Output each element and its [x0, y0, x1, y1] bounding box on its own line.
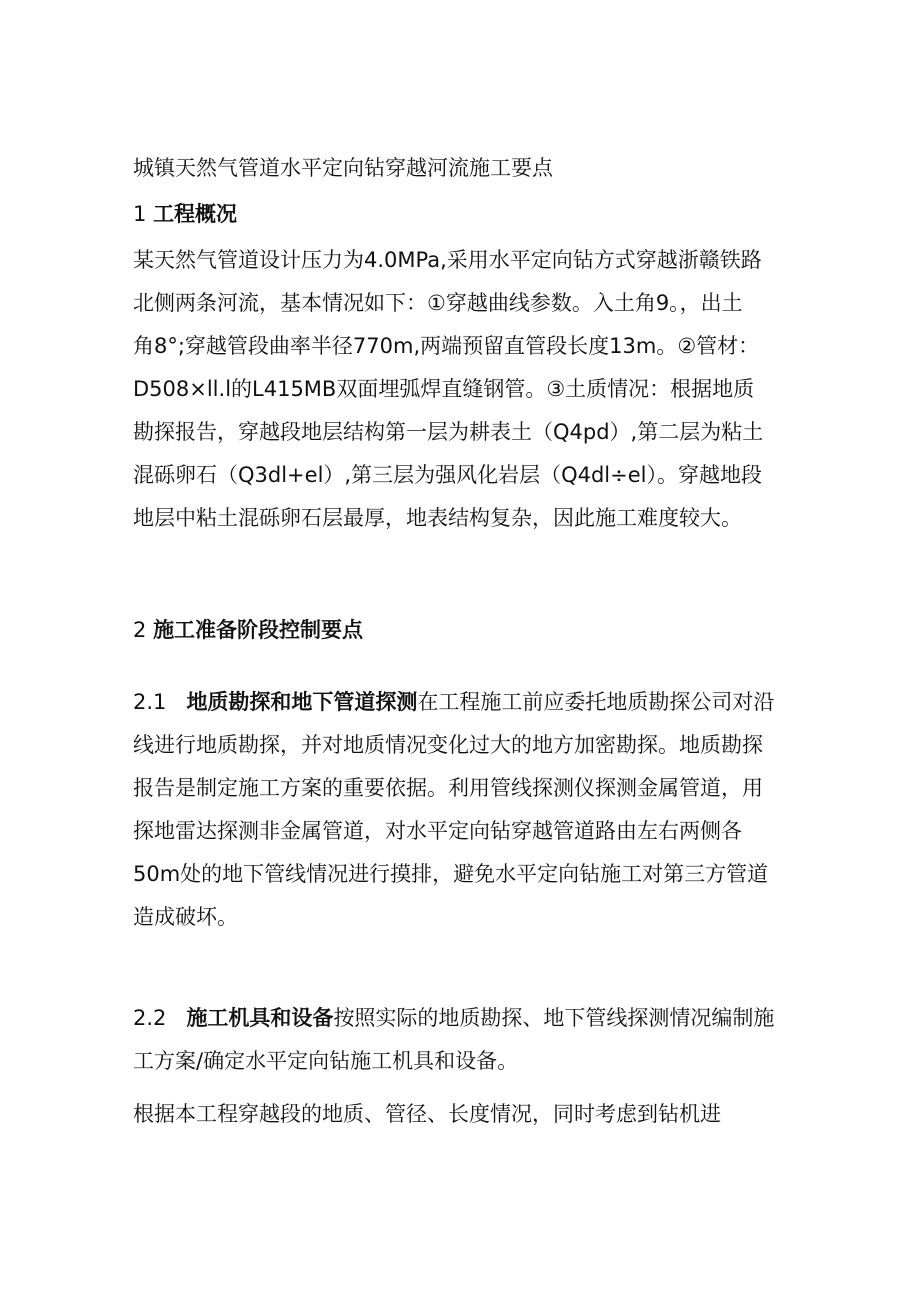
paragraph-line: 混砾卵石（Q3dl+el）,第三层为强风化岩层（Q4dl÷el）。穿越地段 [133, 463, 762, 487]
section-2-1-title: 地质勘探和地下管道探测 [186, 690, 418, 714]
paragraph-line: 线进行地质勘探，并对地质情况变化过大的地方加密勘探。地质勘探 [133, 733, 763, 757]
paragraph-line: 地层中粘土混砾卵石层最厚，地表结构复杂，因此施工难度较大。 [133, 506, 742, 530]
trailing-paragraph [133, 1093, 793, 1136]
paragraph-line: D508×ll.l的L415MB双面埋弧焊直缝钢管。③土质情况：根据地质 [133, 377, 755, 401]
paragraph-line: 工方案/确定水平定向钻施工机具和设备。 [133, 1049, 519, 1073]
section-2-1-paragraph [133, 681, 793, 939]
paragraph-first-line [133, 681, 793, 724]
section-2-number: 2 [133, 618, 147, 642]
section-1-paragraph [133, 239, 793, 540]
section-2-2-paragraph [133, 997, 793, 1083]
paragraph-first-line [133, 997, 793, 1040]
section-1-title: 工程概况 [153, 202, 238, 226]
paragraph-line: 某天然气管道设计压力为4.0MPa,采用水平定向钻方式穿越浙赣铁路 [133, 248, 762, 272]
section-2-2-title: 施工机具和设备 [186, 1006, 334, 1030]
paragraph-line: 勘探报告，穿越段地层结构第一层为耕表土（Q4pd）,第二层为粘土 [133, 420, 764, 444]
paragraph-line: 造成破坏。 [133, 905, 238, 929]
section-2-2-number: 2.2 [133, 1006, 167, 1030]
paragraph-line: 报告是制定施工方案的重要依据。利用管线探测仪探测金属管道，用 [133, 776, 763, 800]
section-2-2-first-line-text: 按照实际的地质勘探、地下管线探测情况编制施 [333, 1006, 775, 1030]
section-2-1-number: 2.1 [133, 690, 167, 714]
section-1-number: 1 [133, 202, 147, 226]
document-title: 城镇天然气管道水平定向钻穿越河流施工要点 [133, 156, 553, 180]
paragraph-line: 根据本工程穿越段的地质、管径、长度情况，同时考虑到钻机进 [133, 1102, 721, 1126]
paragraph-line: 50m处的地下管线情况进行摸排，避免水平定向钻施工对第三方管道 [133, 862, 769, 886]
section-2-1-first-line-text: 在工程施工前应委托地质勘探公司对沿 [417, 690, 775, 714]
section-2-heading [133, 612, 363, 648]
paragraph-line: 探地雷达探测非金属管道，对水平定向钻穿越管道路由左右两侧各 [133, 819, 742, 843]
paragraph-line: 北侧两条河流，基本情况如下：①穿越曲线参数。入土角9。，出土 [133, 291, 743, 315]
section-2-title: 施工准备阶段控制要点 [153, 618, 364, 642]
section-1-heading [133, 196, 237, 232]
paragraph-line: 角8°;穿越管段曲率半径770m,两端预留直管段长度13m。②管材： [133, 334, 760, 358]
